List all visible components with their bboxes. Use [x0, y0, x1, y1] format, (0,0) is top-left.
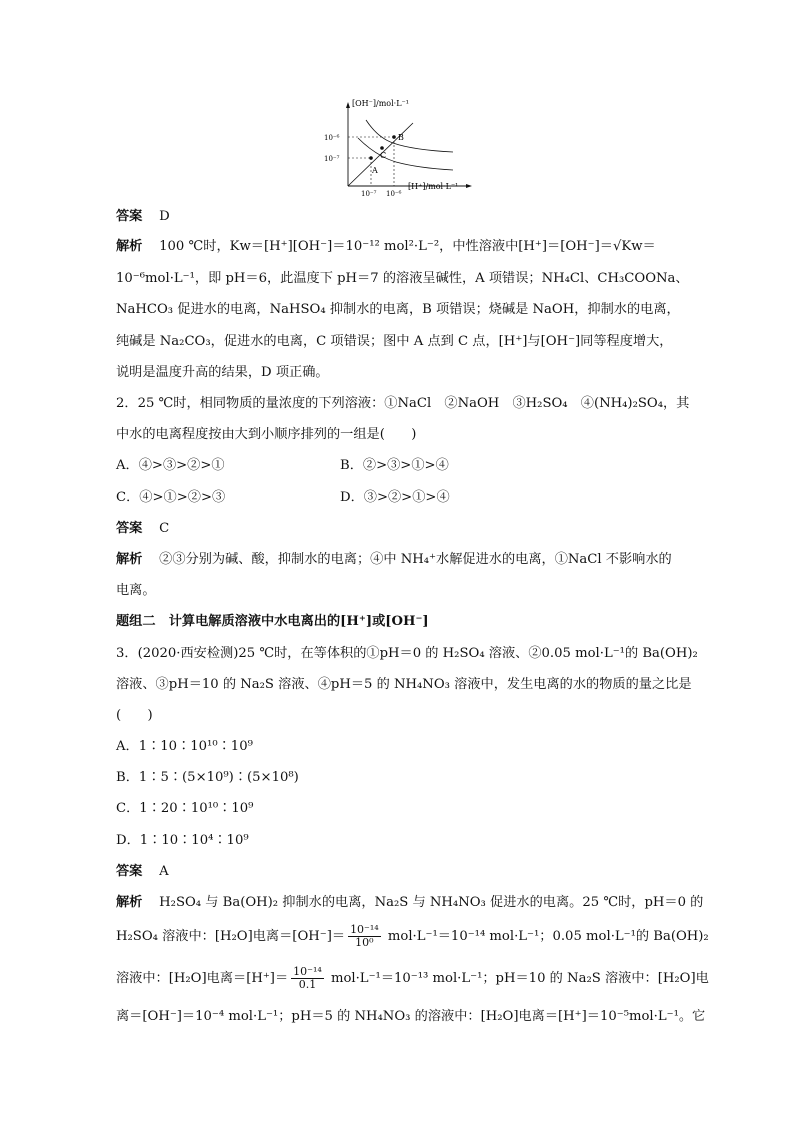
q3-option-a: A．1∶10∶10¹⁰∶10⁹ — [116, 739, 253, 754]
fraction-1-numerator: 10⁻¹⁴ — [350, 923, 379, 936]
answer-value: A — [159, 864, 169, 879]
q3-option-b: B．1∶5∶(5×10⁹)∶(5×10⁸) — [116, 770, 299, 785]
answer-label: 答案 — [116, 521, 143, 536]
y-axis-arrow — [346, 102, 350, 108]
y-tick-1e-6: 10⁻⁶ — [324, 134, 340, 142]
x-axis-arrow — [466, 184, 472, 188]
ion-product-graph — [318, 98, 488, 198]
x-tick-1e-6: 10⁻⁶ — [386, 190, 402, 198]
x-axis-label: [H⁺]/mol·L⁻¹ — [408, 182, 459, 191]
q1-analysis-line-5: 说明是温度升高的结果，D 项正确。 — [116, 365, 329, 380]
y-axis-label: [OH⁻]/mol·L⁻¹ — [352, 99, 409, 108]
x-tick-1e-7: 10⁻⁷ — [361, 190, 377, 198]
analysis-text: H₂SO₄ 溶液中：[H₂O]电离＝[OH⁻]＝ — [116, 929, 346, 944]
group2-title: 题组二 计算电解质溶液中水电离出的[H⁺]或[OH⁻] — [116, 614, 429, 629]
y-tick-1e-7: 10⁻⁷ — [324, 155, 340, 163]
q3-stem-1: 3．(2020·西安检测)25 ℃时，在等体积的①pH＝0 的 H₂SO₄ 溶液、②0.05 mol·L⁻¹的 Ba(OH)₂ — [116, 646, 698, 661]
q2-answer-line — [116, 520, 169, 538]
q3-analysis-line-2 — [116, 924, 709, 949]
q1-answer-line — [116, 208, 170, 226]
fraction-2-denominator: 0.1 — [298, 978, 317, 991]
q2-analysis-line-1 — [116, 551, 672, 569]
point-a-dot — [369, 156, 373, 160]
answer-label: 答案 — [116, 864, 143, 879]
answer-label: 答案 — [116, 209, 143, 224]
q3-analysis-line-4: 离＝[OH⁻]＝10⁻⁴ mol·L⁻¹；pH＝5 的 NH₄NO₃ 的溶液中：[H₂O]电离＝[H⁺]＝10⁻⁵mol·L⁻¹。它 — [116, 1009, 706, 1024]
q2-option-d: D．③>②>①>④ — [340, 490, 450, 505]
analysis-label: 解析 — [116, 552, 143, 567]
q1-analysis-line-1 — [116, 238, 656, 256]
q2-analysis-line-2: 电离。 — [116, 583, 156, 598]
analysis-text: 溶液中：[H₂O]电离＝[H⁺]＝ — [116, 971, 289, 986]
q2-stem-2: 中水的电离程度按由大到小顺序排列的一组是( ) — [116, 427, 417, 442]
q1-analysis-line-4: 纯碱是 Na₂CO₃，促进水的电离，C 项错误；图中 A 点到 C 点，[H⁺]与[OH⁻]同等程度增大， — [116, 334, 673, 349]
q3-analysis-line-1 — [116, 894, 703, 912]
point-c-label: C — [380, 151, 387, 160]
q3-stem-2: 溶液、③pH＝10 的 Na₂S 溶液、④pH＝5 的 NH₄NO₃ 溶液中，发生电离的水的物质的量之比是 — [116, 677, 692, 692]
analysis-text: mol·L⁻¹＝10⁻¹⁴ mol·L⁻¹；0.05 mol·L⁻¹的 Ba(OH)₂ — [383, 929, 709, 944]
analysis-text: H₂SO₄ 与 Ba(OH)₂ 抑制水的电离，Na₂S 与 NH₄NO₃ 促进水的电离。25 ℃时，pH＝0 的 — [159, 895, 704, 910]
isotherm-curve-high — [366, 120, 453, 152]
fraction-2-numerator: 10⁻¹⁴ — [293, 965, 322, 978]
q2-option-b: B．②>③>①>④ — [340, 458, 449, 473]
point-b-label: B — [398, 133, 404, 142]
q3-option-d: D．1∶10∶10⁴∶10⁹ — [116, 833, 249, 848]
analysis-text: mol·L⁻¹＝10⁻¹³ mol·L⁻¹；pH＝10 的 Na₂S 溶液中：[H₂O]电 — [326, 971, 709, 986]
q1-analysis-line-2: 10⁻⁶mol·L⁻¹，即 pH＝6，此温度下 pH＝7 的溶液呈碱性，A 项错误；NH₄Cl、CH₃COONa、 — [116, 271, 689, 286]
analysis-label: 解析 — [116, 239, 143, 254]
fraction-1-denominator: 10⁰ — [355, 936, 374, 949]
point-b-dot — [392, 135, 396, 139]
q3-answer-line — [116, 863, 169, 881]
q1-analysis-line-3: NaHCO₃ 促进水的电离，NaHSO₄ 抑制水的电离，B 项错误；烧碱是 NaOH，抑制水的电离， — [116, 302, 680, 317]
fraction-2 — [291, 966, 324, 991]
analysis-text: ②③分别为碱、酸，抑制水的电离；④中 NH₄⁺水解促进水的电离，①NaCl 不影响水的 — [159, 552, 672, 567]
analysis-label: 解析 — [116, 895, 143, 910]
analysis-text: 100 ℃时，Kw＝[H⁺][OH⁻]＝10⁻¹² mol²·L⁻²，中性溶液中[H⁺]＝[OH⁻]＝√Kw＝ — [159, 239, 656, 254]
q3-option-c: C．1∶20∶10¹⁰∶10⁹ — [116, 801, 254, 816]
q3-analysis-line-3 — [116, 966, 709, 991]
answer-value: C — [159, 521, 170, 536]
answer-value: D — [159, 209, 170, 224]
q2-option-c: C．④>①>②>③ — [116, 490, 226, 505]
point-a-label: A — [372, 166, 378, 175]
q3-stem-3: ( ) — [116, 708, 153, 723]
point-c-dot — [380, 146, 384, 150]
fraction-1 — [348, 924, 381, 949]
q2-stem-1: 2．25 ℃时，相同物质的量浓度的下列溶液：①NaCl ②NaOH ③H₂SO₄ ④(NH₄)₂SO₄，其 — [116, 396, 690, 411]
q2-option-a: A．④>③>②>① — [116, 458, 225, 473]
